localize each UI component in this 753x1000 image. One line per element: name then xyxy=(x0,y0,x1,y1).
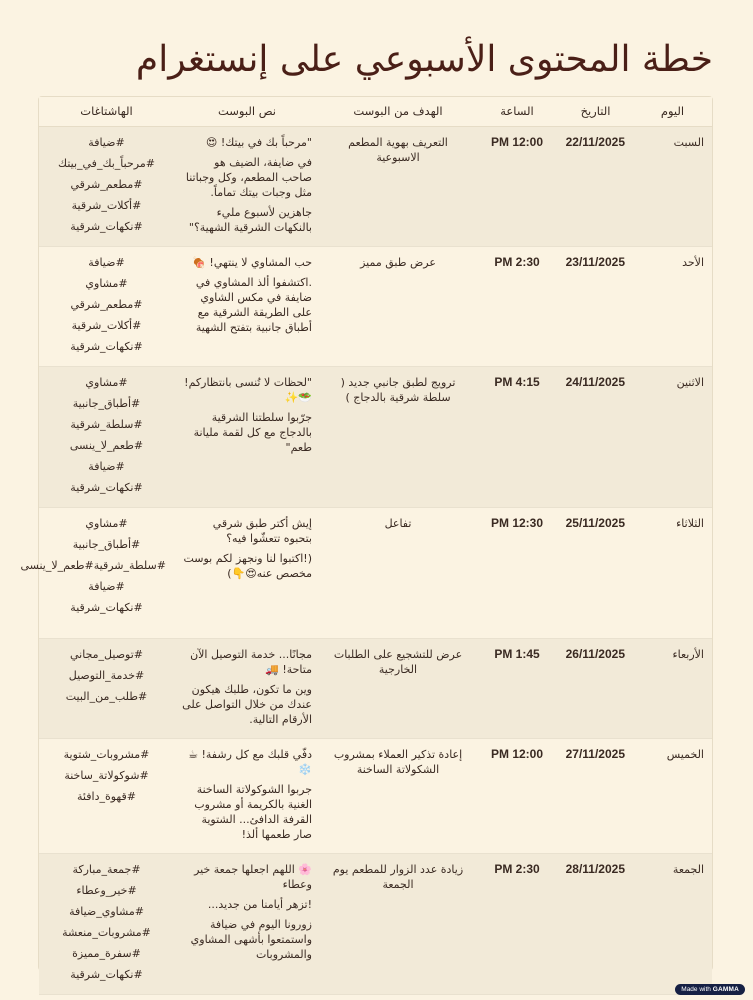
row-time: 12:00 PM xyxy=(476,127,558,247)
content-plan-table-wrapper xyxy=(20,96,713,981)
table-row xyxy=(39,367,712,508)
post-text-paragraph: جربوا الشوكولاتة الساخنة الغنية بالكريمة أو مشروب القرفة الدافئ... الشتوية صار طعمها ألذ! xyxy=(194,783,312,841)
row-goal: عرض طبق مميز xyxy=(320,247,476,367)
row-time: 12:30 PM xyxy=(476,508,558,639)
row-time: 12:00 PM xyxy=(476,739,558,854)
post-text-paragraph: في ضايفة، الضيف هو صاحب المطعم، وكل وجباتنا مثل وجبات بيتك تماماً. xyxy=(185,156,312,199)
hashtag: #أكلات_شرقية xyxy=(71,199,142,212)
hashtag: #مطعم_شرقي xyxy=(70,178,143,191)
row-date: 25/11/2025 xyxy=(558,508,633,639)
hashtag: #مشاوي xyxy=(85,517,128,530)
row-day: الجمعة xyxy=(633,854,712,995)
row-post-text xyxy=(174,127,320,247)
column-header-post-text: نص البوست xyxy=(174,97,320,127)
badge-brand: GAMMA xyxy=(712,986,739,993)
row-time: 1:45 PM xyxy=(476,639,558,739)
row-goal: زيادة عدد الزوار للمطعم يوم الجمعة xyxy=(320,854,476,995)
hashtag: #سلطة_شرقية#طعم_لا_ينسى xyxy=(20,559,166,572)
made-with-gamma-badge[interactable] xyxy=(675,984,745,995)
hashtag: #خدمة_التوصيل xyxy=(68,669,145,682)
hashtag: #ضيافة xyxy=(88,256,125,269)
table-row xyxy=(39,639,712,739)
post-text-paragraph: زورونا اليوم في ضيافة واستمتعوا بأشهى المشاوي والمشروبات xyxy=(190,918,312,961)
hashtag: #نكهات_شرقية xyxy=(70,481,143,494)
column-header-date: التاريخ xyxy=(558,97,633,127)
row-hashtags xyxy=(20,508,174,639)
hashtag: #سلطة_شرقية xyxy=(70,418,143,431)
hashtag: #مطعم_شرقي xyxy=(70,298,143,311)
hashtag: #أطباق_جانبية xyxy=(72,397,141,410)
hashtag: #نكهات_شرقية xyxy=(70,340,143,353)
post-text-paragraph: إيش أكتر طبق شرقي بتحبوه تتعشّوا فيه؟ xyxy=(212,517,312,545)
row-goal: تفاعل xyxy=(320,508,476,639)
row-post-text xyxy=(174,247,320,367)
table-row xyxy=(39,508,712,639)
row-date: 23/11/2025 xyxy=(558,247,633,367)
row-hashtags xyxy=(39,854,174,995)
row-post-text xyxy=(174,739,320,854)
page-title: خطة المحتوى الأسبوعي على إنستغرام xyxy=(135,39,713,80)
hashtag: #مشروبات_منعشة xyxy=(62,926,151,939)
hashtag: #نكهات_شرقية xyxy=(70,601,143,614)
hashtag: #جمعة_مباركة xyxy=(72,863,141,876)
row-date: 27/11/2025 xyxy=(558,739,633,854)
hashtag: #مشاوي xyxy=(85,376,128,389)
row-goal: ترويج لطبق جانبي جديد ( سلطة شرقية بالدجاج ) xyxy=(320,367,476,508)
row-time: 4:15 PM xyxy=(476,367,558,508)
table-row xyxy=(39,247,712,367)
row-goal: عرض للتشجيع على الطلبات الخارجية xyxy=(320,639,476,739)
row-post-text xyxy=(174,508,320,639)
post-text-paragraph: "مرحباً بك في بيتك! 😍 xyxy=(205,136,312,149)
hashtag: #مشروبات_شتوية xyxy=(63,748,150,761)
row-post-text xyxy=(174,367,320,508)
hashtag: #أطباق_جانبية xyxy=(72,538,141,551)
row-day: الاثنين xyxy=(633,367,712,508)
post-text-paragraph: وين ما تكون، طلبك هيكون عندك من خلال التواصل على الأرقام التالية. xyxy=(182,683,312,726)
hashtag: #قهوة_دافئة xyxy=(77,790,136,803)
row-time: 2:30 PM xyxy=(476,247,558,367)
hashtag: #ضيافة xyxy=(88,136,125,149)
row-post-text xyxy=(174,639,320,739)
column-header-time: الساعة xyxy=(476,97,558,127)
row-day: الثلاثاء xyxy=(633,508,712,639)
table-header-row xyxy=(39,97,712,127)
content-plan-table xyxy=(20,97,712,995)
hashtag: #أكلات_شرقية xyxy=(71,319,142,332)
post-text-paragraph: .اكتشفوا ألذ المشاوي في ضايفة في مكس الشاوي على الطريقة الشرقية مع أطباق جانبية بتفتح الشهية xyxy=(195,276,312,334)
table-row xyxy=(39,739,712,854)
hashtag: #توصيل_مجاني xyxy=(69,648,144,661)
hashtag: #مرحباً_بك_في_بيتك xyxy=(58,157,155,170)
hashtag: #نكهات_شرقية xyxy=(70,968,143,981)
post-text-paragraph: "لحظات لا تُنسى بانتظاركم! 🥗✨ xyxy=(184,376,312,404)
hashtag: #مشاوي xyxy=(85,277,128,290)
hashtag: #ضيافة xyxy=(88,580,125,593)
hashtag: #طلب_من_البيت xyxy=(65,690,148,703)
row-date: 24/11/2025 xyxy=(558,367,633,508)
post-text-paragraph: جرّبوا سلطتنا الشرقية بالدجاج مع كل لقمة مليانة طعم" xyxy=(193,411,312,454)
column-header-goal: الهدف من البوست xyxy=(320,97,476,127)
row-goal: إعادة تذكير العملاء بمشروب الشكولاتة الساخنة xyxy=(320,739,476,854)
row-hashtags xyxy=(39,127,174,247)
badge-prefix: Made with xyxy=(681,986,711,993)
row-time: 2:30 PM xyxy=(476,854,558,995)
table-row xyxy=(39,127,712,247)
column-header-day: اليوم xyxy=(633,97,712,127)
row-date: 28/11/2025 xyxy=(558,854,633,995)
post-text-paragraph: !تزهر أيامنا من جديد... xyxy=(207,898,312,911)
row-date: 26/11/2025 xyxy=(558,639,633,739)
post-text-paragraph: (!اكتبوا لنا ونجهز لكم بوست مخصص عنه😍👇) xyxy=(183,552,312,580)
row-day: الأربعاء xyxy=(633,639,712,739)
hashtag: #خير_وعطاء xyxy=(76,884,137,897)
post-text-paragraph: مجانًا... خدمة التوصيل الآن متاحة! 🚚 xyxy=(190,648,312,676)
column-header-hashtags: الهاشتاغات xyxy=(39,97,174,127)
row-hashtags xyxy=(39,247,174,367)
row-day: الخميس xyxy=(633,739,712,854)
row-hashtags xyxy=(39,367,174,508)
hashtag: #نكهات_شرقية xyxy=(70,220,143,233)
hashtag: #ضيافة xyxy=(88,460,125,473)
row-date: 22/11/2025 xyxy=(558,127,633,247)
table-row xyxy=(39,854,712,995)
hashtag: #شوكولاتة_ساخنة xyxy=(64,769,149,782)
row-hashtags xyxy=(39,639,174,739)
row-post-text xyxy=(174,854,320,995)
hashtag: #طعم_لا_ينسى xyxy=(69,439,144,452)
hashtag: #مشاوي_ضيافة xyxy=(69,905,144,918)
post-text-paragraph: حب المشاوي لا ينتهي! 🍖 xyxy=(192,256,312,269)
post-text-paragraph: دفّي قلبك مع كل رشفة! ☕ ❄️ xyxy=(188,748,312,776)
table-body xyxy=(20,127,712,995)
hashtag: #سفرة_مميزة xyxy=(72,947,141,960)
post-text-paragraph: جاهزين لأسبوع مليء بالنكهات الشرقية الشهية؟" xyxy=(188,206,312,234)
row-hashtags xyxy=(39,739,174,854)
row-goal: التعريف بهوية المطعم الاسبوعية xyxy=(320,127,476,247)
row-day: السبت xyxy=(633,127,712,247)
post-text-paragraph: 🌸 اللهم اجعلها جمعة خير وعطاء xyxy=(194,863,312,891)
row-day: الأحد xyxy=(633,247,712,367)
